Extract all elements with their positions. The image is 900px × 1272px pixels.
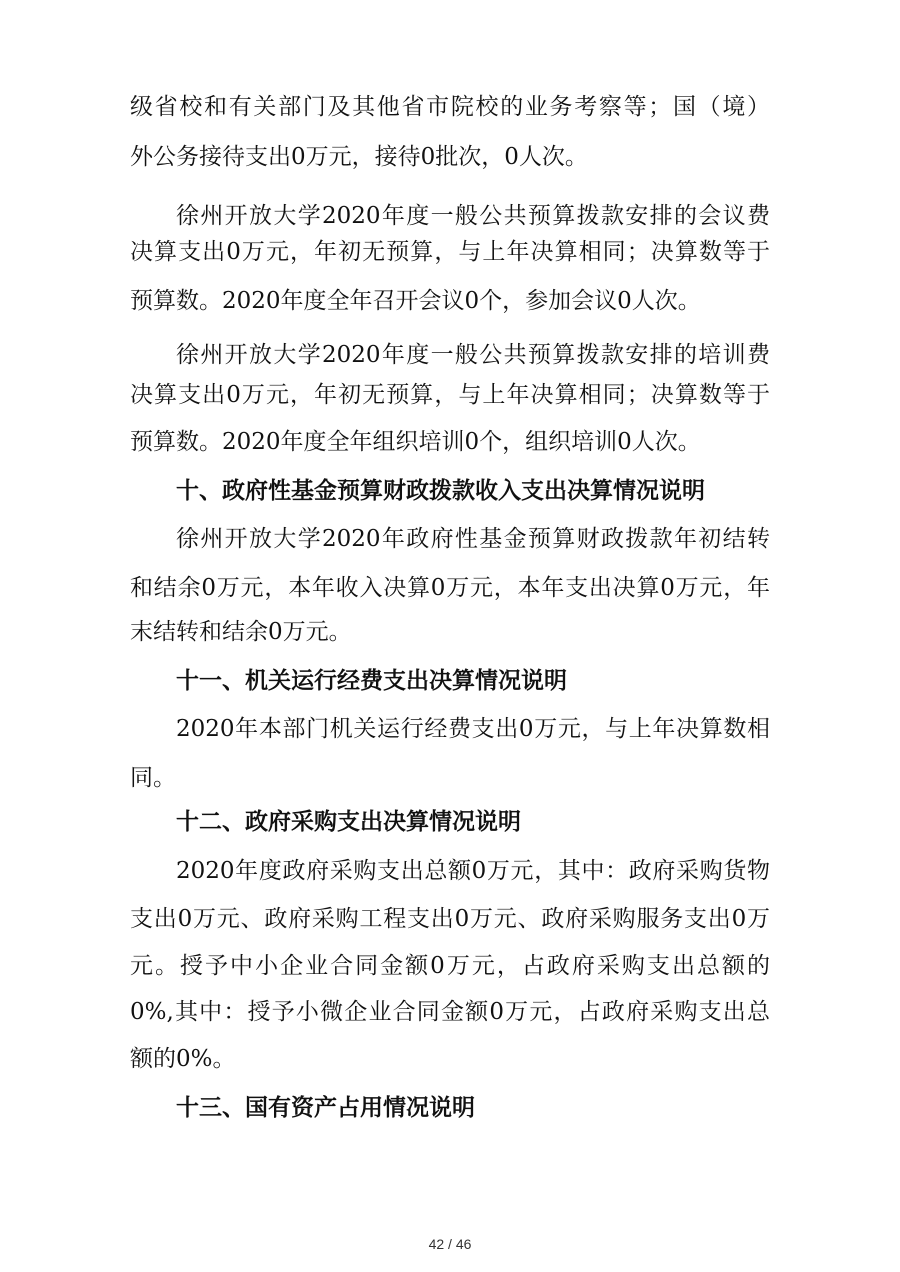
paragraph-line: 同。 [130, 765, 176, 791]
paragraph-line: 决算支出0万元，年初无预算，与上年决算相同；决算数等于 [130, 382, 770, 408]
paragraph-line: 元。授予中小企业合同金额0万元，占政府采购支出总额的 [130, 953, 770, 979]
paragraph-line: 级省校和有关部门及其他省市院校的业务考察等；国（境） [130, 94, 770, 120]
paragraph-line: 外公务接待支出0万元，接待0批次，0人次。 [130, 144, 588, 170]
paragraph-line: 和结余0万元，本年收入决算0万元，本年支出决算0万元，年 [130, 575, 770, 601]
paragraph-line: 2020年本部门机关运行经费支出0万元，与上年决算数相 [176, 716, 770, 742]
paragraph-line: 预算数。2020年度全年组织培训0个，组织培训0人次。 [130, 429, 701, 455]
section-heading-11: 十一、机关运行经费支出决算情况说明 [176, 668, 567, 694]
paragraph-line: 支出0万元、政府采购工程支出0万元、政府采购服务支出0万 [130, 906, 770, 932]
section-heading-13: 十三、国有资产占用情况说明 [176, 1095, 475, 1121]
paragraph-line: 决算支出0万元，年初无预算，与上年决算相同；决算数等于 [130, 239, 770, 265]
section-heading-12: 十二、政府采购支出决算情况说明 [176, 809, 521, 835]
paragraph-line: 0%,其中：授予小微企业合同金额0万元，占政府采购支出总 [130, 999, 770, 1025]
section-heading-10: 十、政府性基金预算财政拨款收入支出决算情况说明 [176, 478, 705, 504]
paragraph-line: 末结转和结余0万元。 [130, 619, 352, 645]
paragraph-line: 徐州开放大学2020年度一般公共预算拨款安排的会议费 [176, 203, 770, 229]
page-number: 42 / 46 [428, 1236, 472, 1252]
paragraph-line: 徐州开放大学2020年政府性基金预算财政拨款年初结转 [176, 526, 770, 552]
paragraph-line: 2020年度政府采购支出总额0万元，其中：政府采购货物 [176, 858, 770, 884]
paragraph-line: 预算数。2020年度全年召开会议0个，参加会议0人次。 [130, 288, 701, 314]
paragraph-line: 额的0%。 [130, 1046, 236, 1072]
paragraph-line: 徐州开放大学2020年度一般公共预算拨款安排的培训费 [176, 342, 770, 368]
